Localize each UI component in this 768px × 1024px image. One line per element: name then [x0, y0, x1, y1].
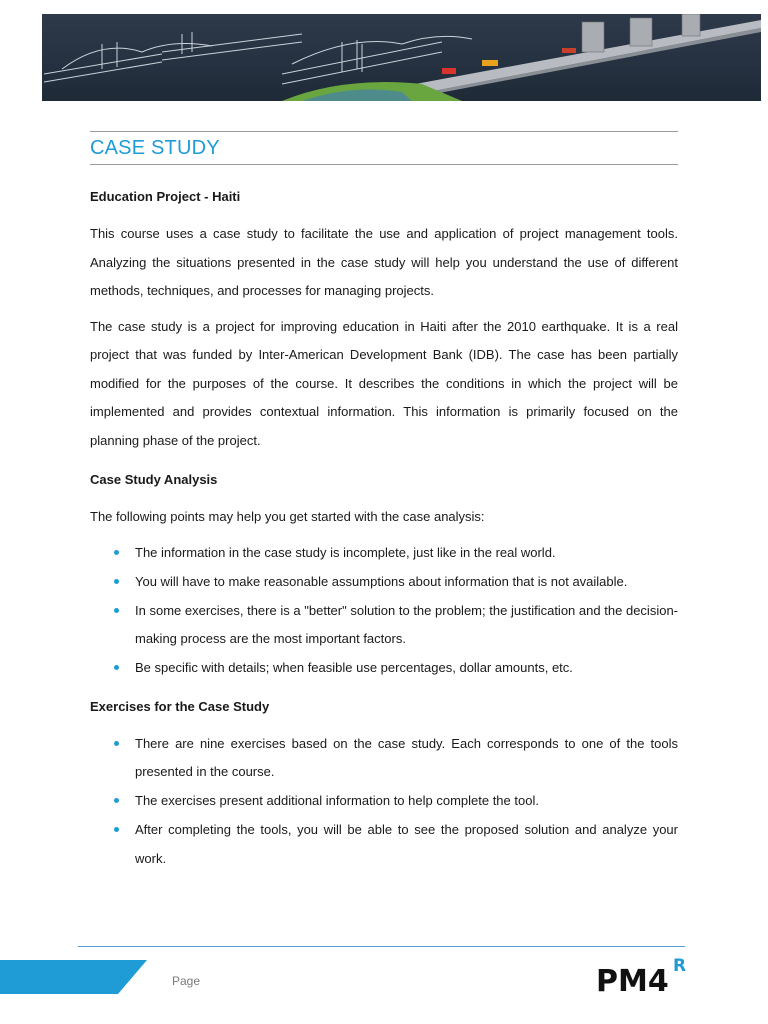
- section-heading-case-study-analysis: Case Study Analysis: [90, 472, 218, 487]
- exercises-bullet-list: [90, 730, 678, 874]
- list-item: Be specific with details; when feasible use percentages, dollar amounts, etc.: [135, 654, 678, 683]
- page-title: CASE STUDY: [90, 137, 220, 159]
- paragraph-project-description: The case study is a project for improving education in Haiti after the 2010 earthquake. It is a real project that was funded by Inter-American Development Bank (IDB). The case has been partially modified for the purposes of the course. It describes the conditions in which the project will be implemented and provides contextual information. This information is primarily focused on the planning phase of the project.: [90, 318, 678, 448]
- title-rule-bottom: [90, 164, 678, 165]
- section-heading-education-project: Education Project - Haiti: [90, 189, 241, 204]
- page-number-label: Page: [172, 974, 201, 988]
- footer-rule: [78, 946, 685, 947]
- document-body: [90, 131, 678, 889]
- paragraph-course-intro: This course uses a case study to facilitate the use and application of project management tools. Analyzing the situations presented in the case study will help you understand the use of different methods, techniques, and processes for managing projects.: [90, 226, 678, 298]
- analysis-bullet-list: [90, 539, 678, 683]
- list-item: In some exercises, there is a "better" solution to the problem; the justification and the decision-making process are the most important factors.: [135, 597, 678, 654]
- header-banner: [42, 14, 761, 101]
- section-heading-exercises: Exercises for the Case Study: [90, 698, 270, 714]
- logo-main-text: PM4: [596, 964, 669, 995]
- paragraph-analysis-intro: The following points may help you get started with the case analysis:: [90, 509, 485, 524]
- footer-accent-bar: [0, 960, 147, 994]
- list-item: There are nine exercises based on the case study. Each corresponds to one of the tools presented in the course.: [135, 730, 678, 787]
- list-item: The exercises present additional information to help complete the tool.: [135, 787, 678, 816]
- list-item: The information in the case study is incomplete, just like in the real world.: [135, 539, 678, 568]
- pm4r-logo-icon: [596, 955, 688, 995]
- logo-superscript-text: R: [673, 956, 687, 976]
- list-item: After completing the tools, you will be able to see the proposed solution and analyze your work.: [135, 816, 678, 873]
- list-item: You will have to make reasonable assumptions about information that is not available.: [135, 568, 678, 597]
- bridge-illustration-icon: [42, 14, 761, 101]
